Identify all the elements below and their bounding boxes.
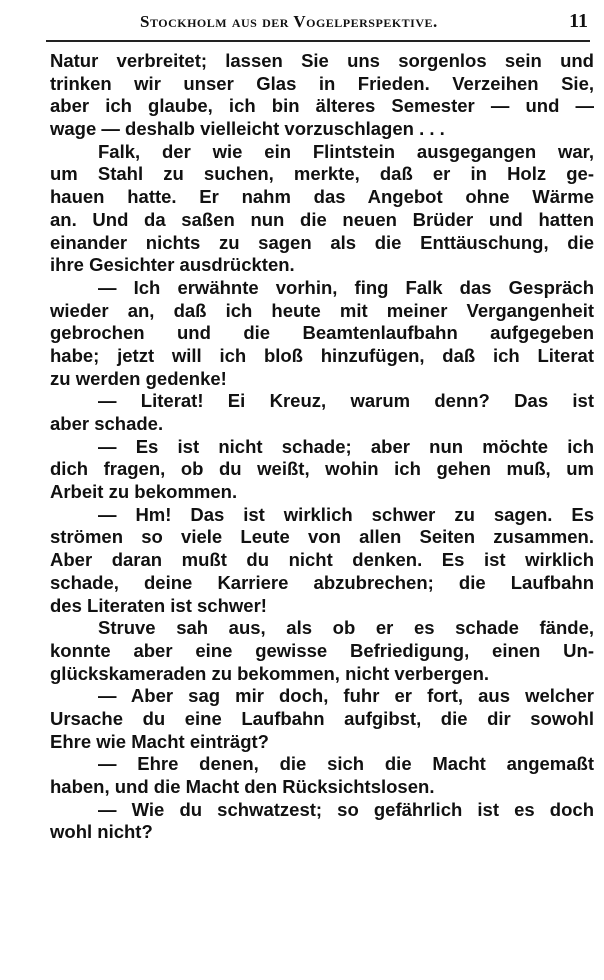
text-line: — Aber sag mir doch, fuhr er fort, aus welcher bbox=[98, 685, 594, 707]
text-line: Falk, der wie ein Flintstein ausgegangen war, bbox=[98, 140, 594, 162]
text-line: glückskameraden zu bekommen, nicht verbergen. bbox=[50, 662, 490, 684]
text-line: trinken wir unser Glas in Frieden. Verzeihen Sie, bbox=[50, 72, 594, 94]
text-line: Ursache du eine Laufbahn aufgibst, die dir sowohl bbox=[50, 707, 594, 729]
text-line: ihre Gesichter ausdrückten. bbox=[50, 254, 295, 276]
text-line: — Wie du schwatzest; so gefährlich ist es doch bbox=[98, 798, 594, 820]
header-rule bbox=[46, 40, 590, 42]
running-head: Stockholm aus der Vogelperspektive. bbox=[140, 12, 438, 31]
text-line: haben, und die Macht den Rücksichtslosen. bbox=[50, 776, 435, 797]
text-line: habe; jetzt will ich bloß hinzufügen, daß ich Literat bbox=[50, 344, 594, 366]
text-line: — Ich erwähnte vorhin, fing Falk das Gespräch bbox=[98, 276, 594, 298]
text-line: des Literaten ist schwer! bbox=[50, 594, 267, 616]
text-line: gebrochen und die Beamtenlaufbahn aufgegeben bbox=[50, 322, 594, 344]
text-line: hauen hatte. Er nahm das Angebot ohne Wärme bbox=[50, 186, 594, 208]
text-line: wieder an, daß ich heute mit meiner Vergangenheit bbox=[50, 299, 594, 321]
text-line: — Hm! Das ist wirklich schwer zu sagen. Es bbox=[98, 503, 594, 525]
text-line: wohl nicht? bbox=[50, 821, 153, 843]
text-line: Arbeit zu bekommen. bbox=[50, 481, 238, 503]
text-line: Ehre wie Macht einträgt? bbox=[50, 730, 269, 752]
page-number: 11 bbox=[569, 10, 588, 32]
text-line: — Literat! Ei Kreuz, warum denn? Das ist bbox=[98, 390, 594, 412]
text-line: einander nichts zu sagen als die Enttäuschung, die bbox=[50, 231, 594, 253]
text-line: Natur verbreitet; lassen Sie uns sorgenlos sein und bbox=[50, 50, 594, 71]
page-header bbox=[46, 8, 590, 38]
text-line: aber ich glaube, ich bin älteres Semester — und — bbox=[50, 95, 594, 117]
text-line: wage — deshalb vielleicht vorzuschlagen . . . bbox=[50, 118, 445, 140]
text-line: zu werden gedenke! bbox=[50, 367, 227, 389]
body-text bbox=[50, 50, 594, 844]
text-line: aber schade. bbox=[50, 413, 164, 434]
text-line: konnte aber eine gewisse Befriedigung, einen Un- bbox=[50, 639, 594, 661]
text-line: dich fragen, ob du weißt, wohin ich gehen muß, um bbox=[50, 458, 594, 480]
text-line: strömen so viele Leute von allen Seiten zusammen. bbox=[50, 526, 594, 548]
text-line: Aber daran mußt du nicht denken. Es ist wirklich bbox=[50, 549, 594, 571]
text-line: schade, deine Karriere abzubrechen; die Laufbahn bbox=[50, 571, 594, 593]
text-line: — Es ist nicht schade; aber nun möchte ich bbox=[98, 435, 594, 457]
text-line: — Ehre denen, die sich die Macht angemaßt bbox=[98, 753, 594, 775]
text-line: um Stahl zu suchen, merkte, daß er in Holz ge- bbox=[50, 163, 594, 185]
text-line: Struve sah aus, als ob er es schade fände, bbox=[98, 617, 594, 639]
text-line: an. Und da saßen nun die neuen Brüder und hatten bbox=[50, 208, 594, 230]
